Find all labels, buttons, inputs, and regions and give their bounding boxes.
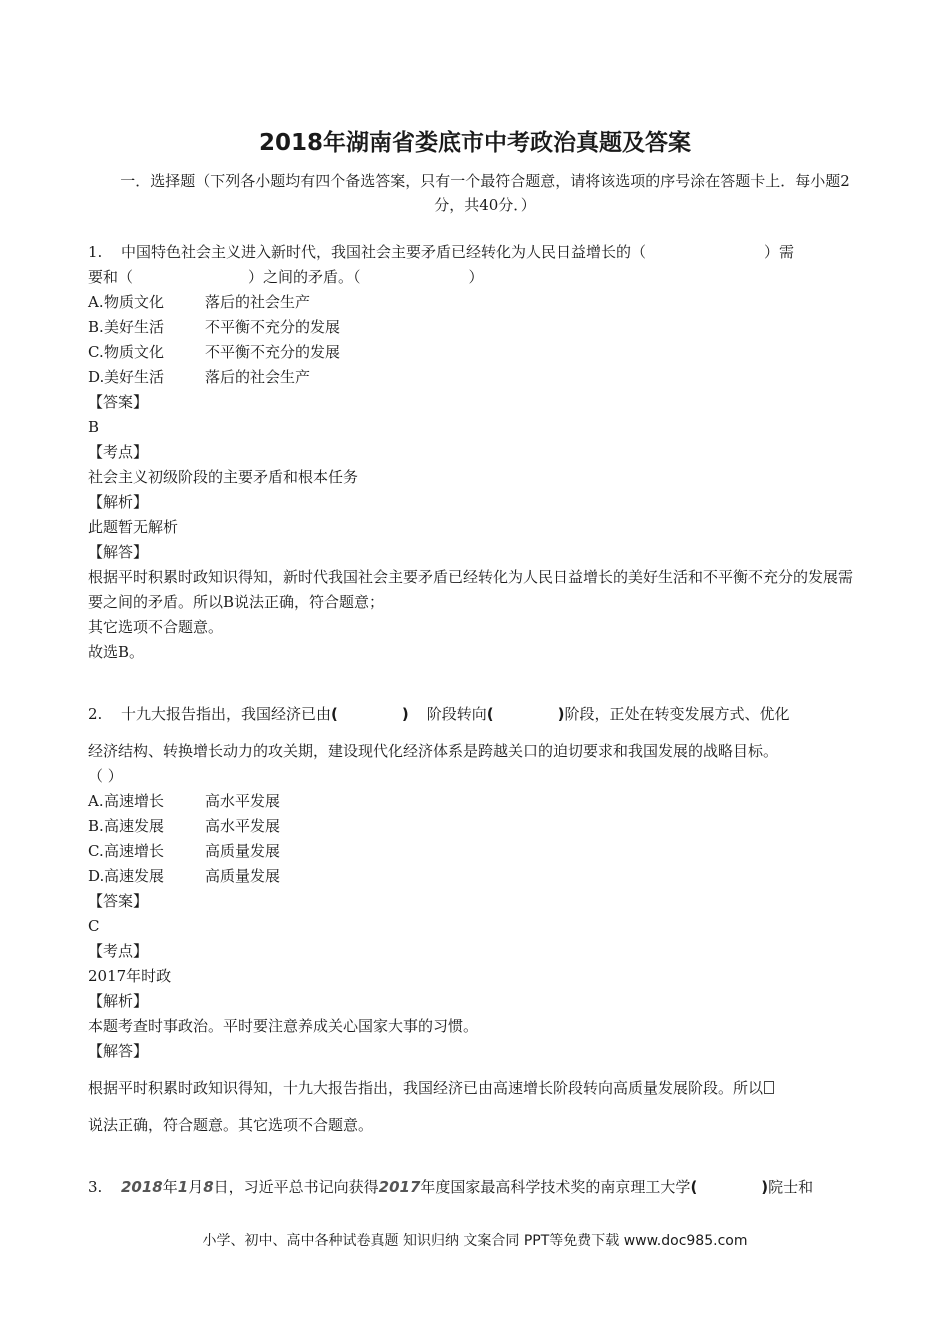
q3-text: 月 bbox=[188, 1178, 204, 1196]
q1-stem-part2: ）需 bbox=[764, 243, 795, 261]
q3-year2: 2017 bbox=[378, 1178, 421, 1196]
q1-option-c bbox=[88, 340, 856, 365]
q3-year: 2018 bbox=[121, 1178, 163, 1196]
q1-solution-label: 【解答】 bbox=[88, 543, 149, 561]
q1-stem-part4: ）之间的矛盾。（ bbox=[248, 268, 361, 286]
q1-stem-line2 bbox=[88, 265, 856, 290]
q2-answer-label: 【答案】 bbox=[88, 892, 149, 910]
question-2 bbox=[88, 702, 856, 1138]
q1-point: 社会主义初级阶段的主要矛盾和根本任务 bbox=[88, 468, 359, 486]
q1-analysis: 此题暂无解析 bbox=[88, 518, 179, 536]
q2-analysis: 本题考查时事政治。平时要注意养成关心国家大事的习惯。 bbox=[88, 1017, 479, 1035]
option-letter: D. bbox=[88, 867, 105, 885]
option-second: 高水平发展 bbox=[205, 792, 281, 810]
q2-blank2-close: ) bbox=[557, 705, 565, 723]
q2-option-c bbox=[88, 839, 856, 864]
q2-answer: C bbox=[88, 917, 100, 935]
option-second: 落后的社会生产 bbox=[205, 293, 311, 311]
option-first: 美好生活 bbox=[104, 368, 165, 386]
q2-point-label: 【考点】 bbox=[88, 942, 149, 960]
option-second: 不平衡不充分的发展 bbox=[205, 318, 341, 336]
option-letter: A. bbox=[88, 293, 104, 311]
q3-blank-close: ) bbox=[761, 1178, 769, 1196]
q3-text: 日，习近平总书记向获得 bbox=[213, 1178, 379, 1196]
q3-number: 3. bbox=[88, 1178, 103, 1196]
option-first: 高速发展 bbox=[104, 867, 165, 885]
q2-number: 2. bbox=[88, 705, 103, 723]
q1-solution-line3: 故选B。 bbox=[88, 643, 145, 661]
option-first: 物质文化 bbox=[104, 343, 165, 361]
q2-stem-part3: 阶段，正处在转变发展方式、优化 bbox=[564, 705, 790, 723]
q2-stem-line2: 经济结构、转换增长动力的攻关期，建设现代化经济体系是跨越关口的迫切要求和我国发展的战略目标。 bbox=[88, 742, 779, 760]
q2-stem-part1: 十九大报告指出，我国经济已由 bbox=[121, 705, 332, 723]
q1-stem-line1 bbox=[88, 240, 856, 265]
section-intro: 一．选择题（下列各小题均有四个备选答案，只有一个最符合题意，请将该选项的序号涂在答题卡上．每小题2分，共40分．） bbox=[120, 172, 850, 214]
q3-stem-line1 bbox=[88, 1175, 856, 1200]
option-second: 高水平发展 bbox=[205, 817, 281, 835]
option-first: 美好生活 bbox=[104, 318, 165, 336]
page-footer: 小学、初中、高中各种试卷真题 知识归纳 文案合同 PPT等免费下载 www.doc985.com bbox=[202, 1233, 748, 1249]
option-first: 物质文化 bbox=[104, 293, 165, 311]
q2-solution bbox=[88, 1076, 856, 1101]
q2-blank2-open: ( bbox=[486, 705, 494, 723]
q2-analysis-label: 【解析】 bbox=[88, 992, 149, 1010]
option-letter: C. bbox=[88, 842, 104, 860]
q1-option-b bbox=[88, 315, 856, 340]
question-1 bbox=[88, 240, 856, 665]
q1-stem-part3: 要和（ bbox=[88, 268, 134, 286]
option-letter: A. bbox=[88, 792, 104, 810]
q3-blank-open: ( bbox=[690, 1178, 698, 1196]
q2-stem-part2: 阶段转向 bbox=[426, 705, 487, 723]
q2-option-a bbox=[88, 789, 856, 814]
q1-stem-part1: 中国特色社会主义进入新时代，我国社会主要矛盾已经转化为人民日益增长的（ bbox=[121, 243, 647, 261]
option-letter: D. bbox=[88, 368, 105, 386]
option-first: 高速增长 bbox=[104, 842, 165, 860]
q1-option-a bbox=[88, 290, 856, 315]
q2-option-b bbox=[88, 814, 856, 839]
q1-solution: 根据平时积累时政知识得知，新时代我国社会主要矛盾已经转化为人民日益增长的美好生活和不平衡不充分的发展需要之间的矛盾。所以B说法正确，符合题意； bbox=[88, 568, 854, 611]
q2-blank1-open: ( bbox=[331, 705, 338, 723]
q1-answer-label: 【答案】 bbox=[88, 393, 149, 411]
q2-stem-line1 bbox=[88, 702, 856, 727]
q1-solution-line2: 其它选项不合题意。 bbox=[88, 618, 224, 636]
missing-glyph-icon bbox=[764, 1081, 774, 1094]
q2-solution-line2: 说法正确，符合题意。其它选项不合题意。 bbox=[88, 1116, 374, 1134]
question-3 bbox=[88, 1175, 856, 1200]
q2-option-d bbox=[88, 864, 856, 889]
q1-stem-part5: ） bbox=[468, 268, 484, 286]
q3-day: 8 bbox=[203, 1178, 214, 1196]
q2-stem-line3: （ ） bbox=[88, 767, 123, 785]
page-title: 2018年湖南省娄底市中考政治真题及答案 bbox=[258, 130, 691, 156]
q2-solution-label: 【解答】 bbox=[88, 1042, 149, 1060]
q2-solution-text: 根据平时积累时政知识得知，十九大报告指出，我国经济已由高速增长阶段转向高质量发展阶段。所以 bbox=[88, 1079, 764, 1097]
q3-text: 年度国家最高科学技术奖的南京理工大学 bbox=[420, 1178, 691, 1196]
q1-option-d bbox=[88, 365, 856, 390]
option-letter: B. bbox=[88, 817, 104, 835]
q3-text: 年 bbox=[162, 1178, 178, 1196]
option-second: 落后的社会生产 bbox=[205, 368, 311, 386]
option-first: 高速发展 bbox=[104, 817, 165, 835]
q1-answer: B bbox=[88, 418, 100, 436]
q2-point: 2017年时政 bbox=[88, 967, 172, 985]
option-second: 高质量发展 bbox=[205, 842, 281, 860]
option-first: 高速增长 bbox=[104, 792, 165, 810]
q1-analysis-label: 【解析】 bbox=[88, 493, 149, 511]
option-letter: B. bbox=[88, 318, 104, 336]
q2-blank1-close: ) bbox=[401, 705, 409, 723]
option-second: 不平衡不充分的发展 bbox=[205, 343, 341, 361]
q3-text: 院士和 bbox=[768, 1178, 814, 1196]
option-letter: C. bbox=[88, 343, 104, 361]
q3-month: 1 bbox=[177, 1178, 189, 1196]
q1-number: 1. bbox=[88, 243, 103, 261]
q1-point-label: 【考点】 bbox=[88, 443, 149, 461]
option-second: 高质量发展 bbox=[205, 867, 281, 885]
